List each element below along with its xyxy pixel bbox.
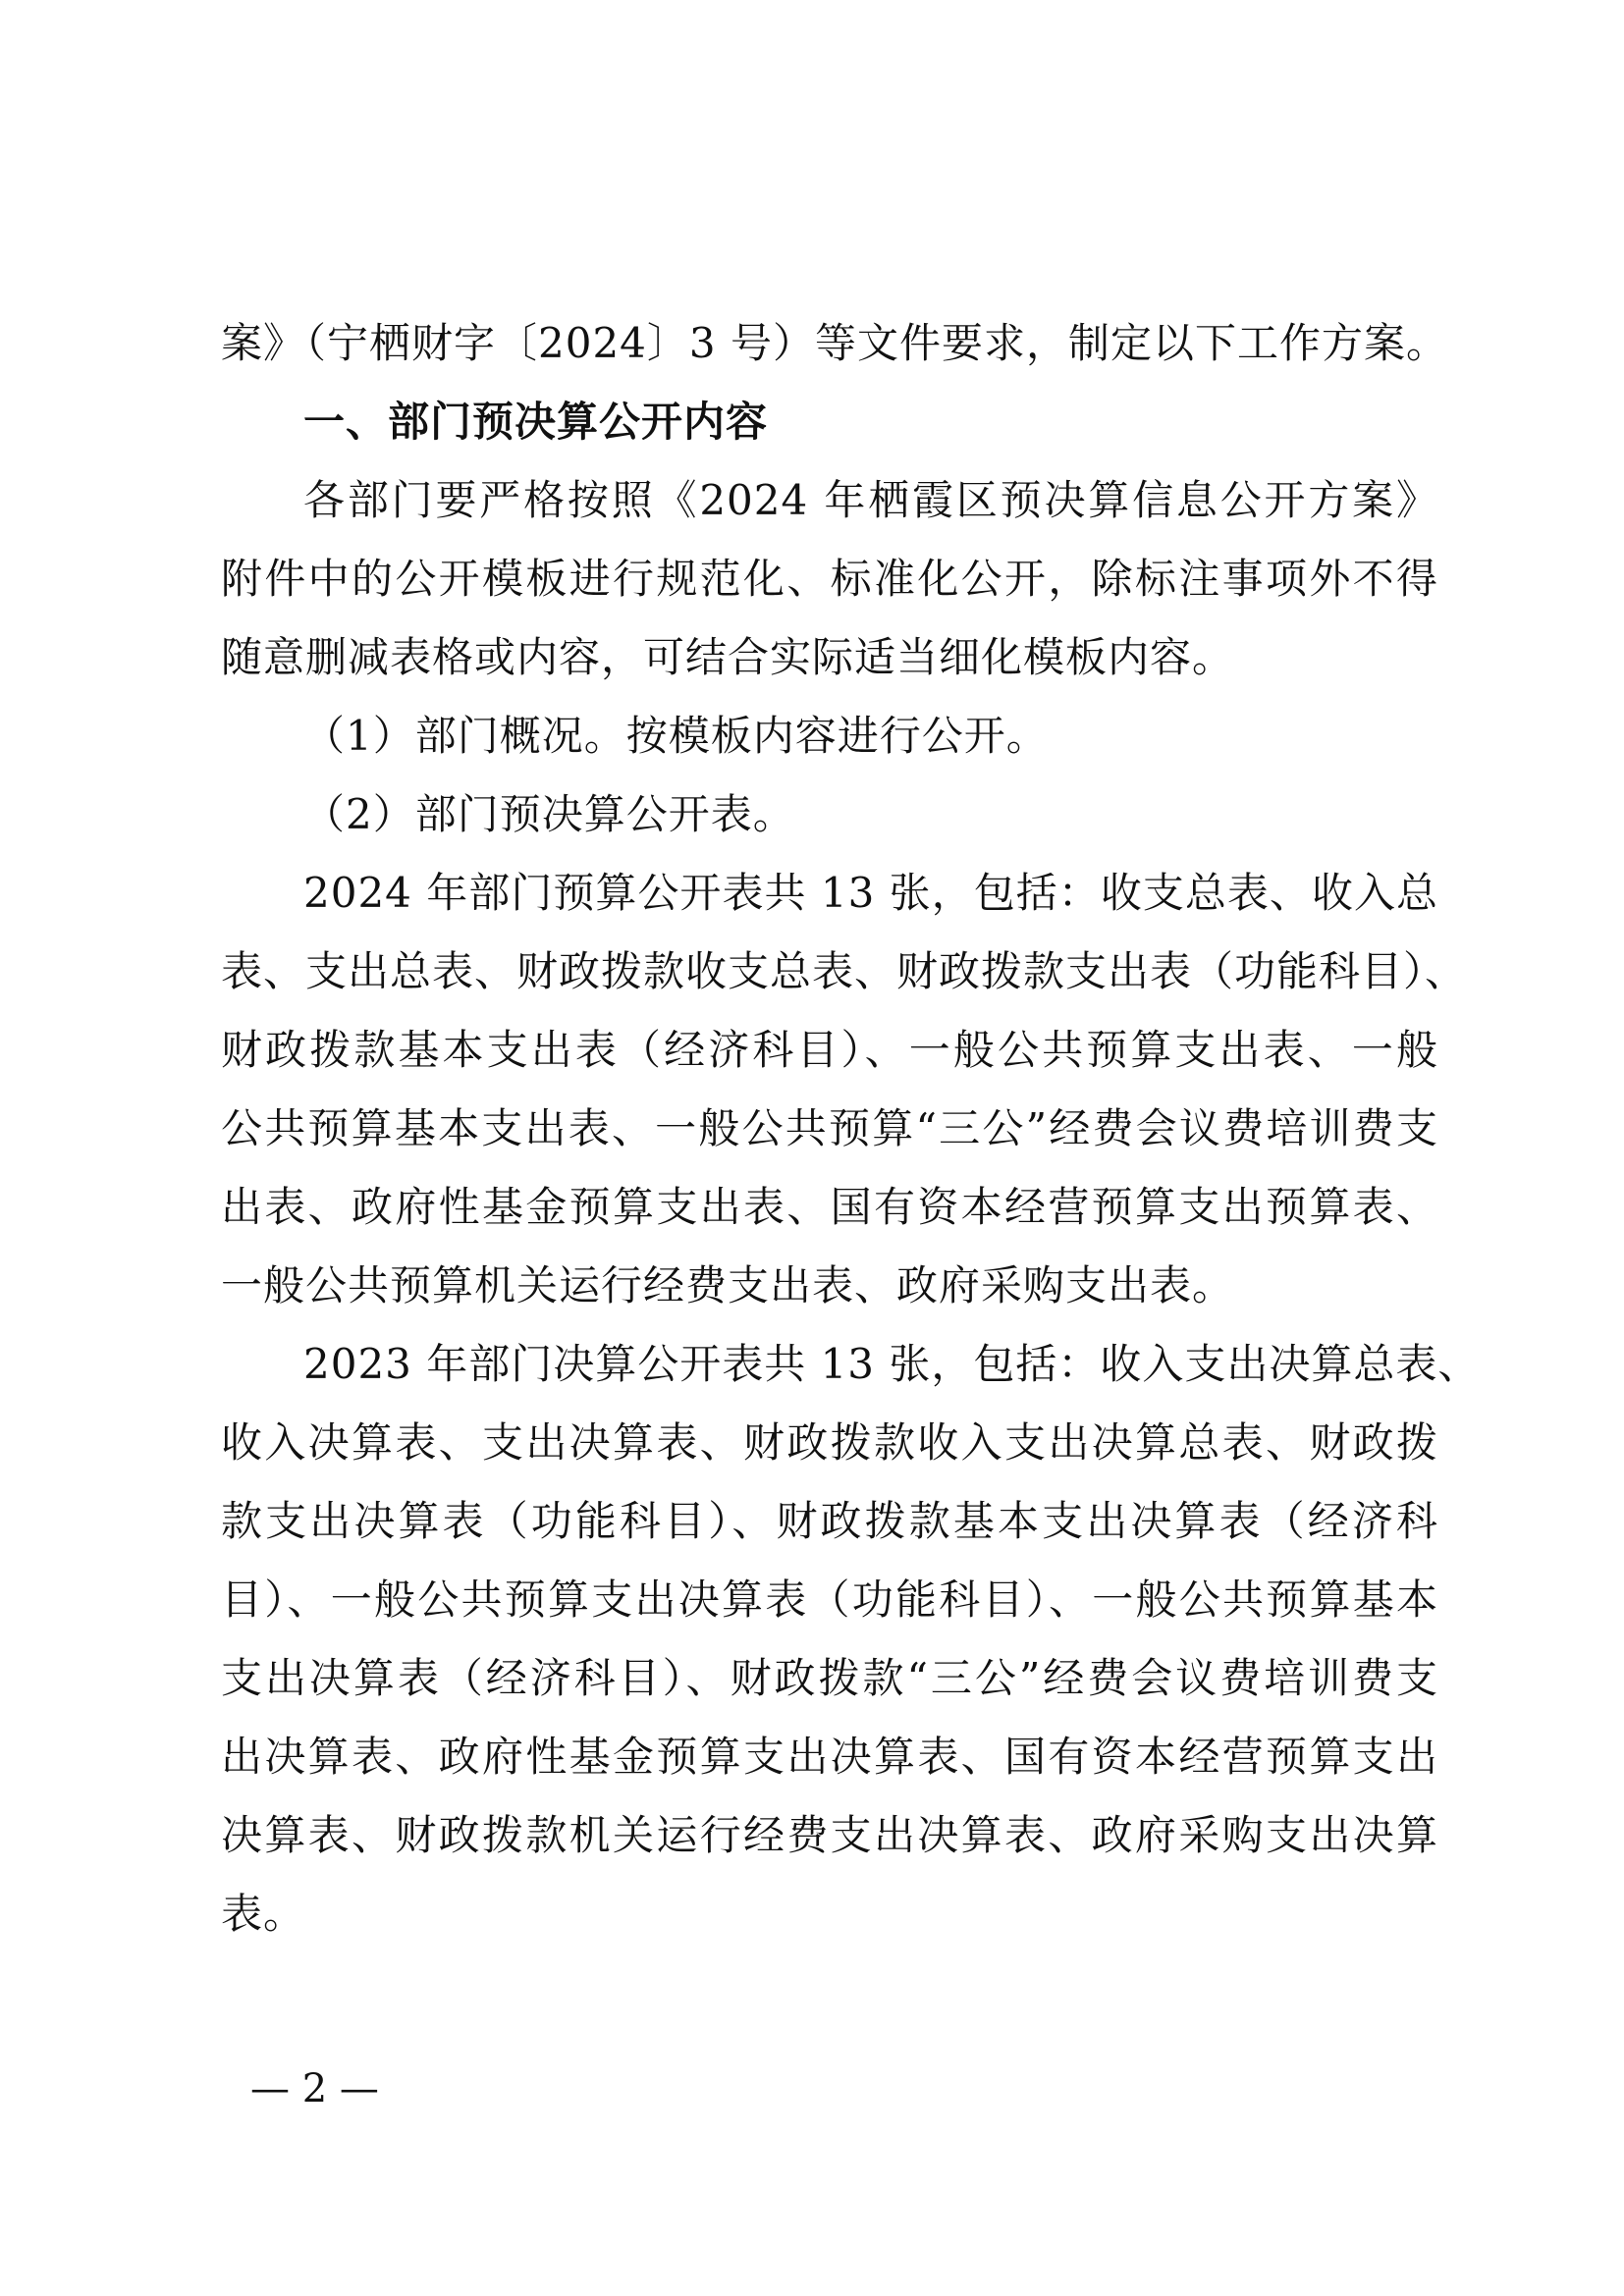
- paragraph-line: 收入决算表、支出决算表、财政拨款收入支出决算总表、财政拨: [221, 1418, 1438, 1467]
- paragraph-line: 案》（宁栖财字〔2024〕3 号）等文件要求，制定以下工作方案。: [221, 319, 1448, 367]
- paragraph-line: 2023 年部门决算公开表共 13 张，包括：收入支出决算总表、: [303, 1340, 1481, 1388]
- document-body: [221, 304, 1481, 1953]
- paragraph-line: 财政拨款基本支出表（经济科目）、一般公共预算支出表、一般: [221, 1026, 1438, 1074]
- section-heading: 一、部门预决算公开内容: [303, 398, 769, 446]
- paragraph-line: 目）、一般公共预算支出决算表（功能科目）、一般公共预算基本: [221, 1575, 1438, 1624]
- page-number: — 2 —: [250, 2066, 379, 2111]
- paragraph-line: 决算表、财政拨款机关运行经费支出决算表、政府采购支出决算: [221, 1811, 1438, 1859]
- paragraph-line: 一般公共预算机关运行经费支出表、政府采购支出表。: [221, 1261, 1235, 1309]
- paragraph-line: 各部门要严格按照《2024 年栖霞区预决算信息公开方案》: [303, 476, 1438, 524]
- paragraph-line: 支出决算表（经济科目）、财政拨款“三公”经费会议费培训费支: [221, 1654, 1438, 1702]
- paragraph-line: 随意删减表格或内容，可结合实际适当细化模板内容。: [221, 633, 1235, 681]
- subsection-item: （1）部门概况。按模板内容进行公开。: [303, 712, 1049, 760]
- paragraph-line: 公共预算基本支出表、一般公共预算“三公”经费会议费培训费支: [221, 1104, 1438, 1152]
- paragraph-line: 表。: [221, 1890, 306, 1938]
- paragraph-line: 附件中的公开模板进行规范化、标准化公开，除标注事项外不得: [221, 555, 1438, 603]
- subsection-item: （2）部门预决算公开表。: [303, 790, 795, 838]
- paragraph-line: 表、支出总表、财政拨款收支总表、财政拨款支出表（功能科目）、: [221, 947, 1468, 995]
- paragraph-line: 出决算表、政府性基金预算支出决算表、国有资本经营预算支出: [221, 1733, 1438, 1781]
- paragraph-line: 款支出决算表（功能科目）、财政拨款基本支出决算表（经济科: [221, 1497, 1438, 1545]
- paragraph-line: 出表、政府性基金预算支出表、国有资本经营预算支出预算表、: [221, 1183, 1438, 1231]
- paragraph-line: 2024 年部门预算公开表共 13 张，包括：收支总表、收入总: [303, 869, 1438, 917]
